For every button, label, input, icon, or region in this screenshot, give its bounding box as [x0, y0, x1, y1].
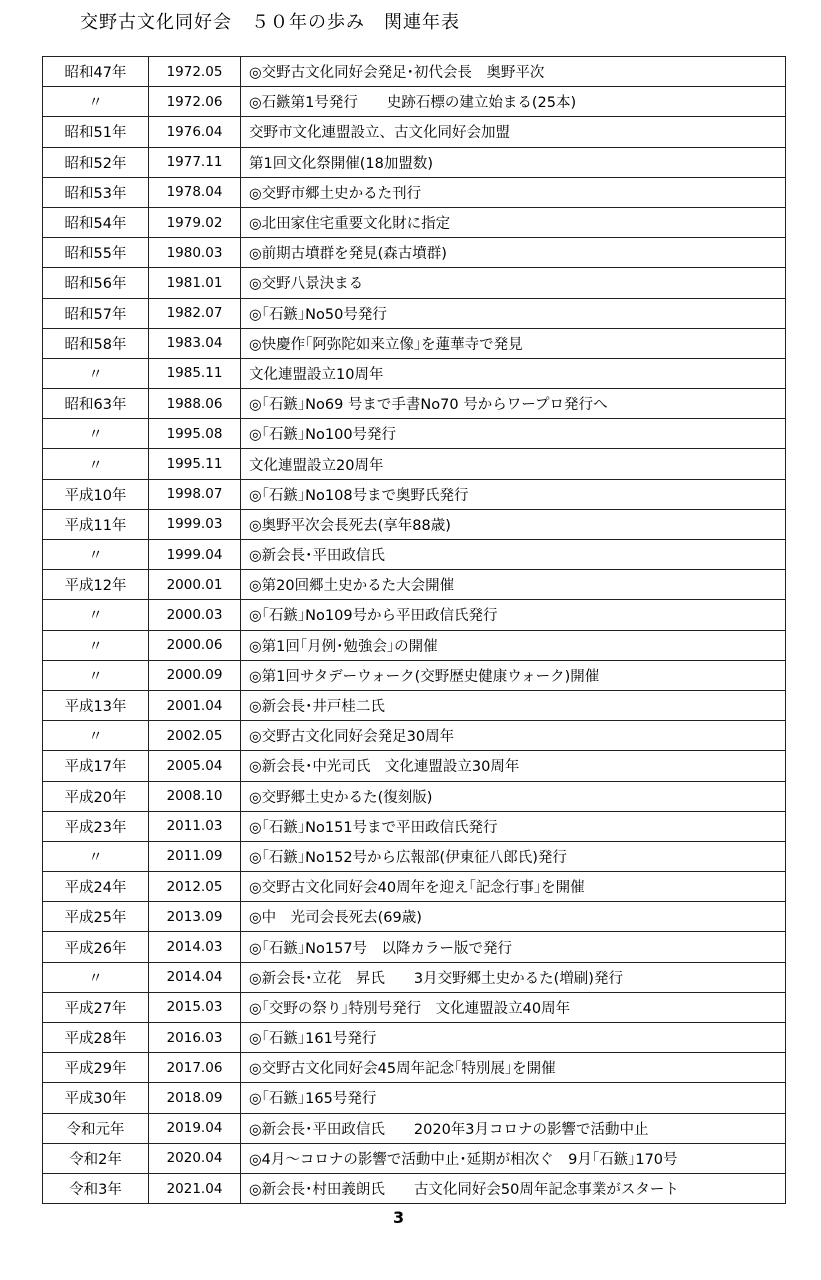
era-cell: 平成17年 [43, 751, 149, 781]
event-cell: ◎｢石鏃｣No151号まで平田政信氏発行 [241, 811, 786, 841]
era-cell: 昭和53年 [43, 177, 149, 207]
era-cell: 〃 [43, 630, 149, 660]
table-row [43, 449, 786, 479]
table-row [43, 811, 786, 841]
date-cell: 2013.09 [149, 902, 241, 932]
table-row [43, 841, 786, 871]
era-cell: 〃 [43, 962, 149, 992]
table-row [43, 358, 786, 388]
table-row [43, 117, 786, 147]
era-cell: 〃 [43, 540, 149, 570]
date-cell: 1985.11 [149, 358, 241, 388]
era-cell: 昭和51年 [43, 117, 149, 147]
table-row [43, 932, 786, 962]
era-cell: 平成13年 [43, 690, 149, 720]
event-cell: 交野市文化連盟設立、古文化同好会加盟 [241, 117, 786, 147]
era-cell: 昭和56年 [43, 268, 149, 298]
event-cell: ◎｢石鏃｣No152号から広報部(伊東征八郎氏)発行 [241, 841, 786, 871]
date-cell: 1980.03 [149, 238, 241, 268]
date-cell: 2019.04 [149, 1113, 241, 1143]
event-cell: ◎｢交野の祭り｣特別号発行 文化連盟設立40周年 [241, 992, 786, 1022]
event-cell: ◎｢石鏃｣165号発行 [241, 1083, 786, 1113]
era-cell: 平成29年 [43, 1053, 149, 1083]
era-cell: 〃 [43, 358, 149, 388]
table-row [43, 992, 786, 1022]
era-cell: 平成23年 [43, 811, 149, 841]
date-cell: 1995.11 [149, 449, 241, 479]
date-cell: 1999.04 [149, 540, 241, 570]
table-row [43, 479, 786, 509]
date-cell: 2017.06 [149, 1053, 241, 1083]
era-cell: 平成27年 [43, 992, 149, 1022]
era-cell: 昭和54年 [43, 207, 149, 237]
event-cell: ◎中 光司会長死去(69歳) [241, 902, 786, 932]
event-cell: 文化連盟設立20周年 [241, 449, 786, 479]
era-cell: 〃 [43, 600, 149, 630]
era-cell: 令和2年 [43, 1143, 149, 1173]
date-cell: 2018.09 [149, 1083, 241, 1113]
table-row [43, 1053, 786, 1083]
date-cell: 2000.06 [149, 630, 241, 660]
table-row [43, 570, 786, 600]
table-row [43, 721, 786, 751]
page-title: 交野古文化同好会 ５０年の歩み 関連年表 [80, 12, 460, 33]
table-row [43, 1143, 786, 1173]
era-cell: 〃 [43, 449, 149, 479]
event-cell: ◎交野古文化同好会発足30周年 [241, 721, 786, 751]
event-cell: ◎石鏃第1号発行 史跡石標の建立始まる(25本) [241, 87, 786, 117]
date-cell: 2000.03 [149, 600, 241, 630]
era-cell: 平成11年 [43, 509, 149, 539]
era-cell: 令和3年 [43, 1173, 149, 1203]
table-row [43, 872, 786, 902]
date-cell: 2015.03 [149, 992, 241, 1022]
date-cell: 1977.11 [149, 147, 241, 177]
table-row [43, 630, 786, 660]
event-cell: ◎｢石鏃｣161号発行 [241, 1023, 786, 1053]
table-row [43, 238, 786, 268]
event-cell: ◎｢石鏃｣No157号 以降カラー版で発行 [241, 932, 786, 962]
event-cell: ◎交野八景決まる [241, 268, 786, 298]
date-cell: 2005.04 [149, 751, 241, 781]
table-row [43, 298, 786, 328]
event-cell: ◎第1回サタデーウォーク(交野歴史健康ウォーク)開催 [241, 660, 786, 690]
table-row [43, 1113, 786, 1143]
date-cell: 1998.07 [149, 479, 241, 509]
date-cell: 2012.05 [149, 872, 241, 902]
table-row [43, 87, 786, 117]
date-cell: 1972.06 [149, 87, 241, 117]
era-cell: 平成24年 [43, 872, 149, 902]
event-cell: ◎交野市郷土史かるた刊行 [241, 177, 786, 207]
table-row [43, 962, 786, 992]
date-cell: 1982.07 [149, 298, 241, 328]
event-cell: ◎北田家住宅重要文化財に指定 [241, 207, 786, 237]
table-row [43, 540, 786, 570]
table-row [43, 389, 786, 419]
event-cell: ◎｢石鏃｣No100号発行 [241, 419, 786, 449]
event-cell: ◎新会長･井戸桂二氏 [241, 690, 786, 720]
event-cell: ◎｢石鏃｣No69 号まで手書No70 号からワープロ発行へ [241, 389, 786, 419]
date-cell: 2011.03 [149, 811, 241, 841]
era-cell: 平成28年 [43, 1023, 149, 1053]
table-row [43, 419, 786, 449]
era-cell: 昭和52年 [43, 147, 149, 177]
date-cell: 1995.08 [149, 419, 241, 449]
era-cell: 平成26年 [43, 932, 149, 962]
table-row [43, 509, 786, 539]
date-cell: 2020.04 [149, 1143, 241, 1173]
date-cell: 1999.03 [149, 509, 241, 539]
table-row [43, 268, 786, 298]
table-row [43, 328, 786, 358]
era-cell: 〃 [43, 660, 149, 690]
date-cell: 1972.05 [149, 57, 241, 87]
date-cell: 2016.03 [149, 1023, 241, 1053]
event-cell: ◎4月～コロナの影響で活動中止･延期が相次ぐ 9月｢石鏃｣170号 [241, 1143, 786, 1173]
table-row [43, 57, 786, 87]
table-row [43, 207, 786, 237]
date-cell: 1979.02 [149, 207, 241, 237]
date-cell: 2014.03 [149, 932, 241, 962]
era-cell: 〃 [43, 721, 149, 751]
table-row [43, 751, 786, 781]
era-cell: 〃 [43, 419, 149, 449]
event-cell: ◎新会長･立花 昇氏 3月交野郷土史かるた(増刷)発行 [241, 962, 786, 992]
event-cell: 文化連盟設立10周年 [241, 358, 786, 388]
date-cell: 2000.01 [149, 570, 241, 600]
era-cell: 昭和47年 [43, 57, 149, 87]
date-cell: 1981.01 [149, 268, 241, 298]
event-cell: ◎奥野平次会長死去(享年88歳) [241, 509, 786, 539]
event-cell: ◎新会長･平田政信氏 [241, 540, 786, 570]
event-cell: ◎新会長･平田政信氏 2020年3月コロナの影響で活動中止 [241, 1113, 786, 1143]
event-cell: ◎新会長･中光司氏 文化連盟設立30周年 [241, 751, 786, 781]
date-cell: 2011.09 [149, 841, 241, 871]
era-cell: 平成10年 [43, 479, 149, 509]
table-row [43, 660, 786, 690]
date-cell: 1988.06 [149, 389, 241, 419]
table-row [43, 600, 786, 630]
era-cell: 昭和55年 [43, 238, 149, 268]
era-cell: 平成25年 [43, 902, 149, 932]
era-cell: 昭和58年 [43, 328, 149, 358]
table-row [43, 902, 786, 932]
table-row [43, 781, 786, 811]
table-row [43, 1173, 786, 1203]
event-cell: ◎交野古文化同好会発足･初代会長 奥野平次 [241, 57, 786, 87]
event-cell: ◎｢石鏃｣No50号発行 [241, 298, 786, 328]
event-cell: ◎第1回｢月例･勉強会｣の開催 [241, 630, 786, 660]
era-cell: 平成30年 [43, 1083, 149, 1113]
event-cell: ◎｢石鏃｣No108号まで奥野氏発行 [241, 479, 786, 509]
date-cell: 2002.05 [149, 721, 241, 751]
era-cell: 昭和63年 [43, 389, 149, 419]
date-cell: 2021.04 [149, 1173, 241, 1203]
table-row [43, 690, 786, 720]
era-cell: 平成12年 [43, 570, 149, 600]
event-cell: ◎前期古墳群を発見(森古墳群) [241, 238, 786, 268]
date-cell: 2008.10 [149, 781, 241, 811]
event-cell: ◎交野古文化同好会40周年を迎え｢記念行事｣を開催 [241, 872, 786, 902]
date-cell: 1983.04 [149, 328, 241, 358]
chronology-table [42, 56, 786, 1204]
event-cell: ◎快慶作｢阿弥陀如来立像｣を蓮華寺で発見 [241, 328, 786, 358]
era-cell: 〃 [43, 87, 149, 117]
event-cell: ◎第20回郷土史かるた大会開催 [241, 570, 786, 600]
date-cell: 2001.04 [149, 690, 241, 720]
era-cell: 令和元年 [43, 1113, 149, 1143]
table-row [43, 1083, 786, 1113]
era-cell: 昭和57年 [43, 298, 149, 328]
chronology-table-body [43, 57, 786, 1204]
era-cell: 平成20年 [43, 781, 149, 811]
page-number: 3 [393, 1208, 405, 1227]
date-cell: 2000.09 [149, 660, 241, 690]
date-cell: 1976.04 [149, 117, 241, 147]
date-cell: 2014.04 [149, 962, 241, 992]
event-cell: ◎交野古文化同好会45周年記念｢特別展｣を開催 [241, 1053, 786, 1083]
date-cell: 1978.04 [149, 177, 241, 207]
event-cell: ◎新会長･村田義朗氏 古文化同好会50周年記念事業がスタート [241, 1173, 786, 1203]
table-row [43, 177, 786, 207]
event-cell: ◎｢石鏃｣No109号から平田政信氏発行 [241, 600, 786, 630]
event-cell: 第1回文化祭開催(18加盟数) [241, 147, 786, 177]
table-row [43, 147, 786, 177]
era-cell: 〃 [43, 841, 149, 871]
table-row [43, 1023, 786, 1053]
event-cell: ◎交野郷土史かるた(復刻版) [241, 781, 786, 811]
